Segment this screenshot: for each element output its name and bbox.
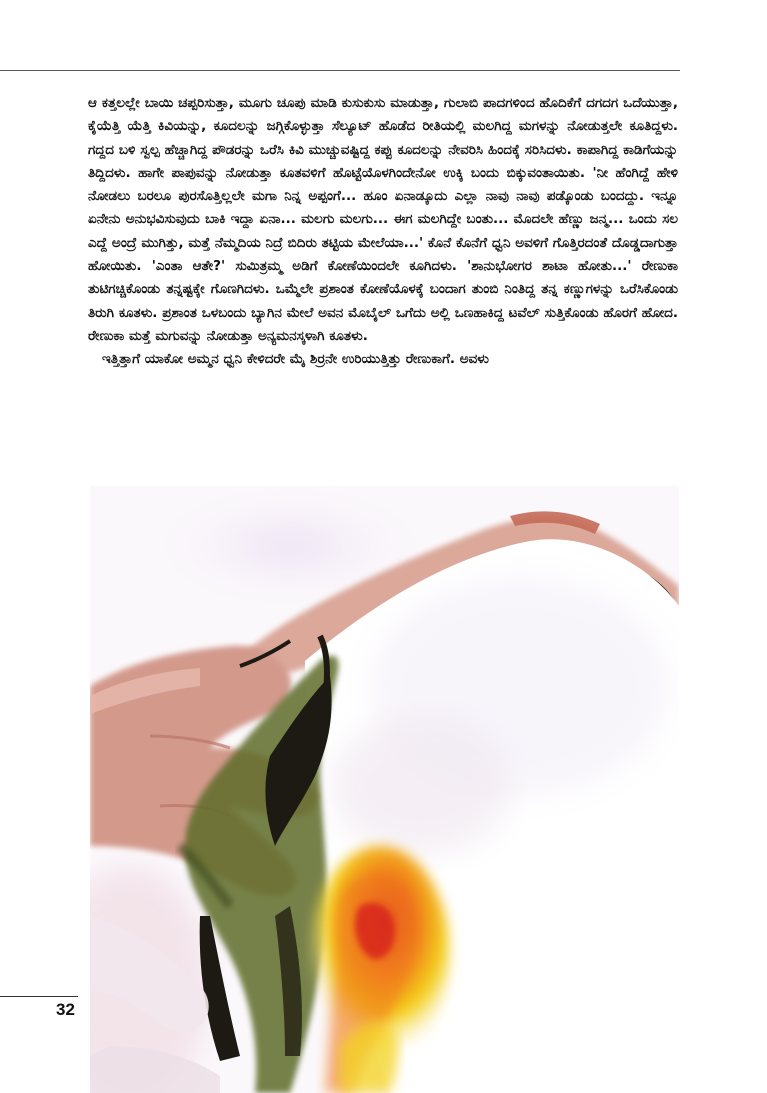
paragraph-2: ಇತ್ತಿತ್ತಾಗೆ ಯಾಕೋ ಅಮ್ಮನ ಧ್ವನಿ ಕೇಳಿದರೇ ಮೈ ಶಿರ್ರನೇ ಉರಿಯುತ್ತಿತ್ತು ರೇಣುಕಾಗೆ. ಅವಳು xyxy=(102,351,489,368)
paragraph-1: ಆ ಕತ್ತಲಲ್ಲೇ ಬಾಯಿ ಚಪ್ಪರಿಸುತ್ತಾ, ಮೂಗು ಚೂಪು ಮಾಡಿ ಕುಸುಕುಸು ಮಾಡುತ್ತಾ, ಗುಲಾಬಿ ಪಾದಗಳಿಂದ ಹೊದಿಕೆಗೆ ದಗದಗ ಒದೆಯುತ್ತಾ, ಕೈಯೆತ್ತಿ ಯೆತ್ತಿ ಕಿವಿಯನ್ನು, ಕೂದಲನ್ನು ಜಗ್ಗಿಕೊಳ್ಳುತ್ತಾ ಸೆಲ್ಯೂಟ್ ಹೊಡೆದ ರೀತಿಯಲ್ಲಿ ಮಲಗಿದ್ದ ಮಗಳನ್ನು ನೋಡುತ್ತಲೇ ಕೂತಿದ್ದಳು. ಗದ್ದದ ಬಳಿ ಸ್ವಲ್ಪ ಹೆಚ್ಚಾಗಿದ್ದ ಪೌಡರನ್ನು ಒರೆಸಿ ಕಿವಿ ಮುಚ್ಚುವಷ್ಟಿದ್ದ ಕಪ್ಪು ಕೂದಲನ್ನು ನೇವರಿಸಿ ಹಿಂದಕ್ಕೆ ಸರಿಸಿದಳು. ಕಾಪಾಗಿದ್ದ ಕಾಡಿಗೆಯನ್ನು ತಿದ್ದಿದಳು. ಹಾಗೇ ಪಾಪುವನ್ನು ನೋಡುತ್ತಾ ಕೂತವಳಿಗೆ ಹೊಟ್ಟೆಯೊಳಗಿಂದೇನೋ ಉಕ್ಕಿ ಬಂದು ಬಿಕ್ಕುವಂತಾಯಿತು. 'ನೀ ಹೆಂಗಿದ್ದೆ ಹೇಳಿ ನೋಡಲು ಬರಲೂ ಪುರಸೊತ್ತಿಲ್ಲಲೇ ಮಗಾ ನಿನ್ನ ಅಪ್ಪಂಗೆ... ಹೂಂ ಏನಾಡ್ಕೂದು ಎಲ್ಲಾ ನಾವು ನಾವು ಪಡ್ಕೊಂಡು ಬಂದದ್ದು. ಇನ್ನೂ ಏನೇನು ಅನುಭವಿಸುವುದು ಬಾಕಿ ಇದ್ದಾ ಏನಾ... ಮಲಗು ಮಲಗು... ಈಗ ಮಲಗಿದ್ದೇ ಬಂತು... ಮೊದಲೇ ಹೆಣ್ಣು ಜನ್ಮ... ಒಂದು ಸಲ ಎದ್ದೆ ಅಂದ್ರೆ ಮುಗಿತ್ತು, ಮತ್ತೆ ನೆಮ್ಮದಿಯ ನಿದ್ರೆ ಬಿದಿರು ತಟ್ಟಿಯ ಮೇಲೆಯಾ...' ಕೊನೆ ಕೊನೆಗೆ ಧ್ವನಿ ಅವಳಿಗೆ ಗೊತ್ತಿರದಂತೆ ದೊಡ್ಡದಾಗುತ್ತಾ ಹೋಯಿತು. 'ಎಂತಾ ಆತೇ?' ಸುಮಿತ್ರಮ್ಮ ಅಡಿಗೆ ಕೋಣೆಯಿಂದಲೇ ಕೂಗಿದಳು. 'ಶಾನುಭೋಗರ ಶಾಟಾ ಹೋತು...' ರೇಣುಕಾ ತುಟಿಗಚ್ಚಿಕೊಂಡು ತನ್ನಷ್ಟಕ್ಕೇ ಗೊಣಗಿದಳು. ಒಮ್ಮೆಲೇ ಪ್ರಶಾಂತ ಕೋಣೆಯೊಳಕ್ಕೆ ಬಂದಾಗ ತುಂಬಿ ನಿಂತಿದ್ದ ತನ್ನ ಕಣ್ಣುಗಳನ್ನು ಒರೆಸಿಕೊಂಡು ತಿರುಗಿ ಕೂತಳು. ಪ್ರಶಾಂತ ಒಳಬಂದು ಬ್ಯಾಗಿನ ಮೇಲೆ ಅವನ ಮೊಬೈಲ್ ಒಗೆದು ಅಲ್ಲಿ ಒಣಹಾಕಿದ್ದ ಟವೆಲ್ ಸುತ್ತಿಕೊಂಡು ಹೊರಗೆ ಹೋದ. ರೇಣುಕಾ ಮತ್ತೆ ಮಗುವನ್ನು ನೋಡುತ್ತಾ ಅನ್ಯಮನಸ್ಕಳಾಗಿ ಕೂತಳು. xyxy=(88,95,678,344)
page-number-rule xyxy=(0,996,78,997)
page-number: 32 xyxy=(56,1000,75,1019)
mother-child-painting xyxy=(90,486,679,1093)
top-rule xyxy=(0,70,680,71)
watercolor-illustration xyxy=(90,486,679,1093)
story-text xyxy=(88,92,678,372)
